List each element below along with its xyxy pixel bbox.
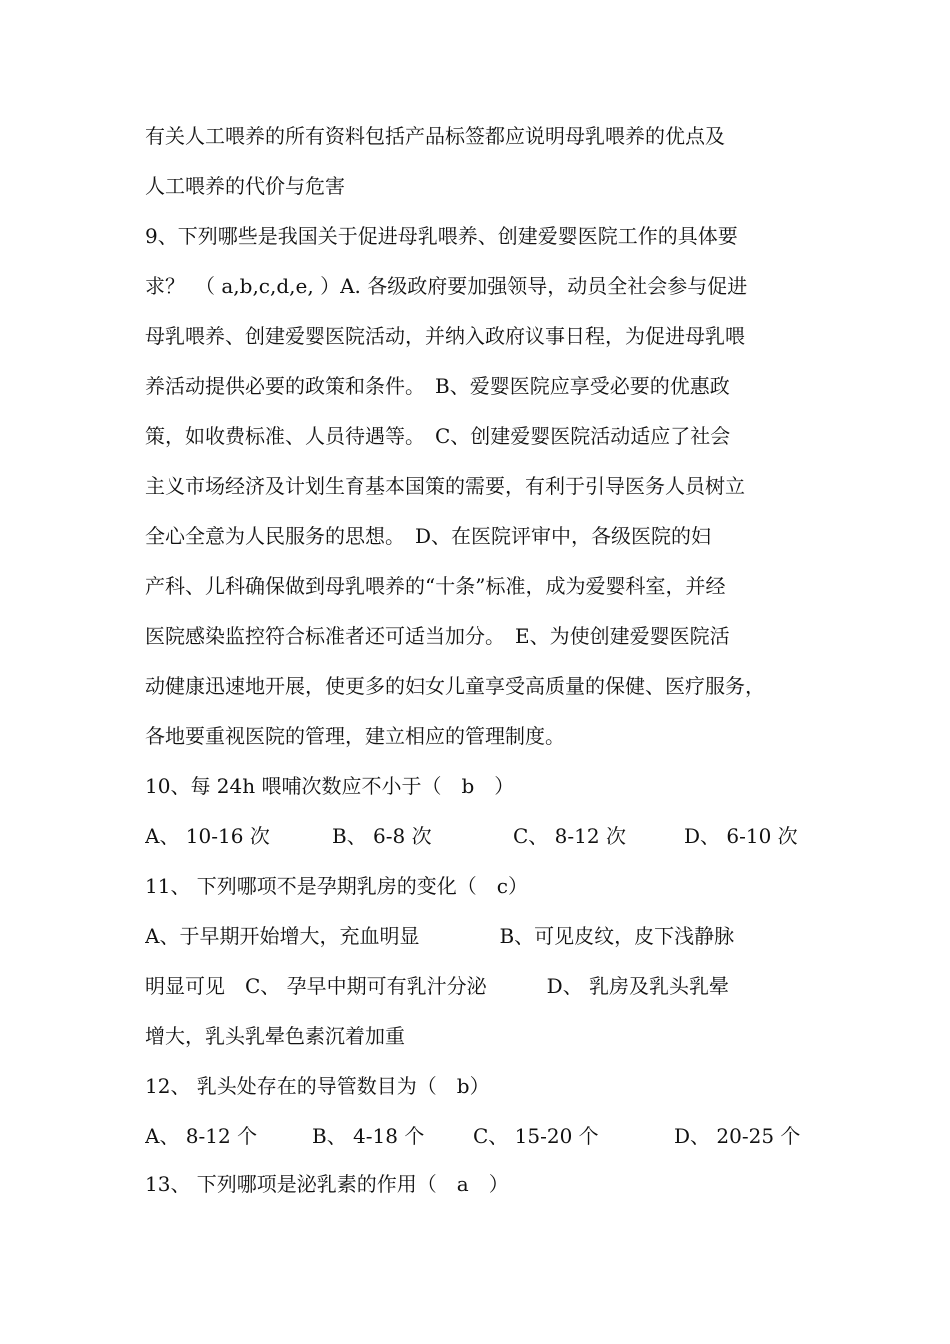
text-line: 母乳喂养、创建爱婴医院活动，并纳入政府议事日程，为促进母乳喂 xyxy=(145,324,745,348)
text-line: 医院感染监控符合标准者还可适当加分。 E、为使创建爱婴医院活 xyxy=(145,624,730,648)
question-13-text: 13、 下列哪项是泌乳素的作用（ a ） xyxy=(145,1172,509,1196)
option-b: B、 6-8 次 xyxy=(332,824,432,848)
option-d: D、 6-10 次 xyxy=(684,824,798,848)
question-10-text: 10、每 24h 喂哺次数应不小于（ b ） xyxy=(145,774,515,798)
question-10-options xyxy=(145,822,810,850)
text-line: 产科、儿科确保做到母乳喂养的“十条”标准，成为爱婴科室，并经 xyxy=(145,574,726,598)
text-line: 有关人工喂养的所有资料包括产品标签都应说明母乳喂养的优点及 xyxy=(145,124,725,148)
text-line: 各地要重视医院的管理，建立相应的管理制度。 xyxy=(145,724,565,748)
text-line: A、于早期开始增大，充血明显 B、可见皮纹，皮下浅静脉 xyxy=(145,924,735,948)
option-b: B、 4-18 个 xyxy=(312,1124,425,1148)
question-11-text: 11、 下列哪项不是孕期乳房的变化（ c） xyxy=(145,874,529,898)
text-line: 明显可见 C、 孕早中期可有乳汁分泌 D、 乳房及乳头乳晕 xyxy=(145,974,730,998)
text-line: 养活动提供必要的政策和条件。 B、爱婴医院应享受必要的优惠政 xyxy=(145,374,730,398)
text-line: 主义市场经济及计划生育基本国策的需要，有利于引导医务人员树立 xyxy=(145,474,745,498)
option-d: D、 20-25 个 xyxy=(674,1124,801,1148)
question-12-options xyxy=(145,1122,810,1150)
question-9-text: 9、下列哪些是我国关于促进母乳喂养、创建爱婴医院工作的具体要 xyxy=(145,224,738,248)
text-line: 动健康迅速地开展，使更多的妇女儿童享受高质量的保健、医疗服务， xyxy=(145,674,765,698)
option-a: A、 8-12 个 xyxy=(145,1124,258,1148)
option-a: A、 10-16 次 xyxy=(145,824,270,848)
question-12-text: 12、 乳头处存在的导管数目为（ b） xyxy=(145,1074,490,1098)
text-line: 人工喂养的代价与危害 xyxy=(145,174,345,198)
text-line: 求？ （ a,b,c,d,e, ）A. 各级政府要加强领导，动员全社会参与促进 xyxy=(145,274,748,298)
text-line: 增大，乳头乳晕色素沉着加重 xyxy=(145,1024,405,1048)
option-c: C、 8-12 次 xyxy=(513,824,626,848)
text-line: 全心全意为人民服务的思想。 D、在医院评审中，各级医院的妇 xyxy=(145,524,712,548)
option-c: C、 15-20 个 xyxy=(473,1124,599,1148)
text-line: 策，如收费标准、人员待遇等。 C、创建爱婴医院活动适应了社会 xyxy=(145,424,731,448)
